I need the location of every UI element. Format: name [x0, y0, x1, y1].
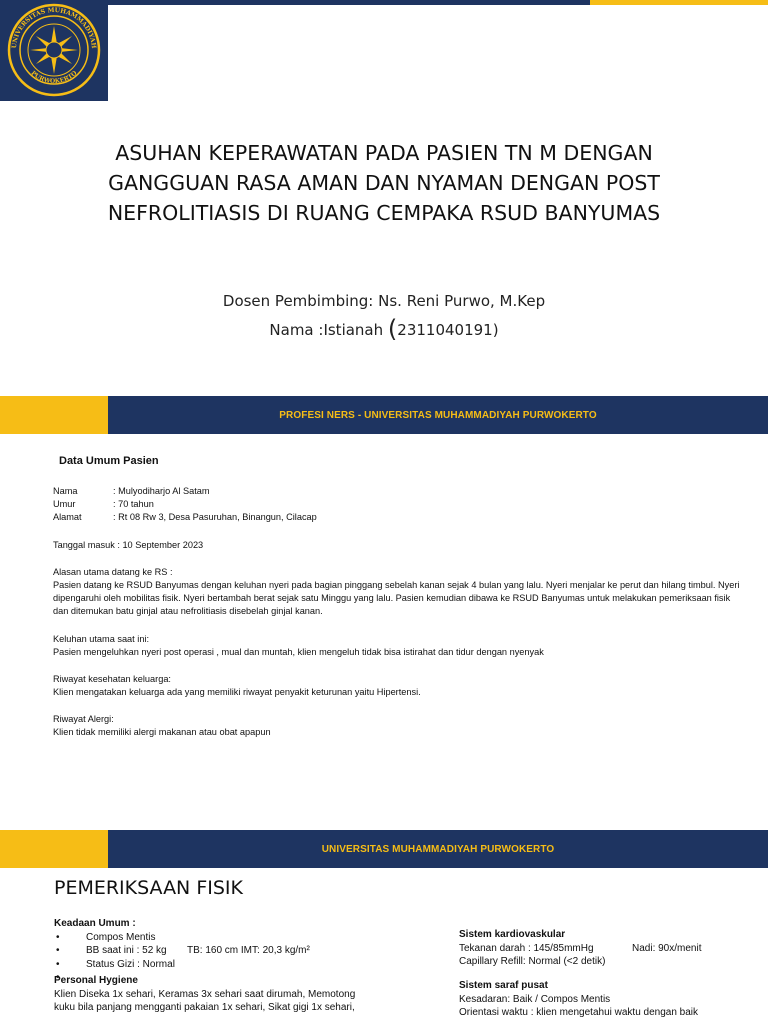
admission-date: Tanggal masuk : 10 September 2023: [53, 540, 204, 550]
presenter-info: [100, 287, 668, 344]
identity-key: Umur: [53, 499, 76, 509]
family-history-text: Klien mengatakan keluarga ada yang memiliki riwayat penyakit keturunan yaitu Hipertensi.: [53, 687, 421, 697]
complaint-text: Pasien mengeluhkan nyeri post operasi , mual dan muntah, klien mengeluh tidak bisa istirahat dan tidur dengan nyenyak: [53, 647, 544, 657]
identity-value: : 70 tahun: [113, 499, 154, 509]
open-paren: (: [387, 315, 398, 343]
supervisor-line: Dosen Pembimbing: Ns. Reni Purwo, M.Kep: [222, 292, 546, 310]
student-id: 2311040191): [397, 321, 499, 339]
consciousness: Kesadaran: Baik / Compos Mentis: [459, 993, 611, 1005]
blood-pressure: Tekanan darah : 145/85mmHg: [459, 942, 594, 954]
footer-band-1: [108, 396, 768, 434]
general-condition-list: [54, 931, 424, 972]
list-item: • Compos Mentis: [54, 931, 424, 945]
identity-row: [53, 498, 743, 511]
footer-band-2: [108, 830, 768, 868]
top-accent-navy: [108, 0, 590, 5]
blood-pressure-row: [459, 942, 759, 956]
title-line-1: ASUHAN KEPERAWATAN PADA PASIEN TN M DENGAN: [115, 141, 653, 165]
nervous-system-label: Sistem saraf pusat: [459, 980, 548, 991]
footer-band-gold-2: [0, 830, 108, 868]
identity-row: [53, 485, 743, 498]
top-accent-gold: [590, 0, 768, 5]
complaint-label: Keluhan utama saat ini:: [53, 634, 150, 644]
time-orientation: Orientasi waktu : klien mengetahui waktu dengan baik: [459, 1007, 699, 1018]
family-history-section: [53, 673, 743, 699]
presentation-title: [60, 138, 708, 228]
complaint-section: [53, 633, 743, 659]
reason-label: Alasan utama datang ke RS :: [53, 567, 173, 577]
list-item: • BB saat ini : 52 kg TB: 160 cm IMT: 20,3 kg/m²: [54, 944, 424, 958]
section-heading: Data Umum Pasien: [59, 455, 159, 467]
cardiovascular-section: [459, 928, 759, 969]
footer-text-1: PROFESI NERS - UNIVERSITAS MUHAMMADIYAH PURWOKERTO: [279, 409, 597, 421]
logo-text-top: UNIVERSITAS MUHAMMADIYAH: [10, 6, 98, 49]
logo-text-bottom: PURWOKERTO: [29, 69, 79, 86]
cardiovascular-label: Sistem kardiovaskular: [459, 929, 566, 940]
allergy-text: Klien tidak memiliki alergi makanan atau obat apapun: [53, 727, 271, 737]
student-name: Nama :Istianah: [269, 321, 388, 339]
hygiene-line: Klien Diseka 1x sehari, Keramas 3x sehari saat dirumah, Memotong: [54, 988, 356, 1000]
family-history-label: Riwayat kesehatan keluarga:: [53, 674, 171, 684]
identity-key: Nama: [53, 486, 78, 496]
identity-value: : Rt 08 Rw 3, Desa Pasuruhan, Binangun, Cilacap: [113, 512, 317, 522]
list-item: • Status Gizi : Normal: [54, 958, 424, 972]
general-condition: [54, 917, 424, 1015]
student-name-line: [100, 315, 668, 344]
pulse: Nadi: 90x/menit: [632, 942, 702, 954]
reason-text: Pasien datang ke RSUD Banyumas dengan keluhan nyeri pada bagian pinggang sebelah kanan sejak 4 bulan yang lalu. Nyeri menjalar ke perut dan hilang timbul. Nyeri dipengaruhi oleh mobilitas fisik. Nyeri bertambah berat sejak satu Minggu yang lalu. Pasien kemudian dibawa ke RSUD Banyumas untuk melakukan pemeriksaan fisik dan ditemukan batu ginjal atau nefrolitiasis disebelah ginjal kanan.: [53, 580, 740, 616]
footer-band-gold-1: [0, 396, 108, 434]
university-seal-icon: [0, 0, 108, 101]
identity-row: [53, 511, 743, 524]
identity-key: Alamat: [53, 512, 82, 522]
slide-title: PEMERIKSAAN FISIK: [54, 877, 243, 899]
title-line-2: GANGGUAN RASA AMAN DAN NYAMAN DENGAN POST: [108, 171, 660, 195]
nervous-system-section: [459, 979, 759, 1020]
title-line-3: NEFROLITIASIS DI RUANG CEMPAKA RSUD BANYUMAS: [107, 201, 661, 225]
hygiene-line: kuku bila panjang mengganti pakaian 1x sehari, Sikat gigi 1x sehari,: [54, 1002, 355, 1013]
footer-text-2: UNIVERSITAS MUHAMMADIYAH PURWOKERTO: [321, 843, 555, 855]
general-condition-label: Keadaan Umum :: [54, 918, 136, 929]
capillary-refill: Capillary Refill: Normal (<2 detik): [459, 956, 606, 967]
identity-value: : Mulyodiharjo Al Satam: [113, 486, 210, 496]
allergy-label: Riwayat Alergi:: [53, 714, 114, 724]
height-bmi: TB: 160 cm IMT: 20,3 kg/m²: [187, 945, 310, 956]
hygiene-label: Personal Hygiene: [54, 975, 138, 986]
patient-identity: [53, 485, 743, 524]
allergy-section: [53, 713, 743, 739]
reason-section: [53, 566, 743, 618]
university-logo-panel: [0, 0, 108, 101]
